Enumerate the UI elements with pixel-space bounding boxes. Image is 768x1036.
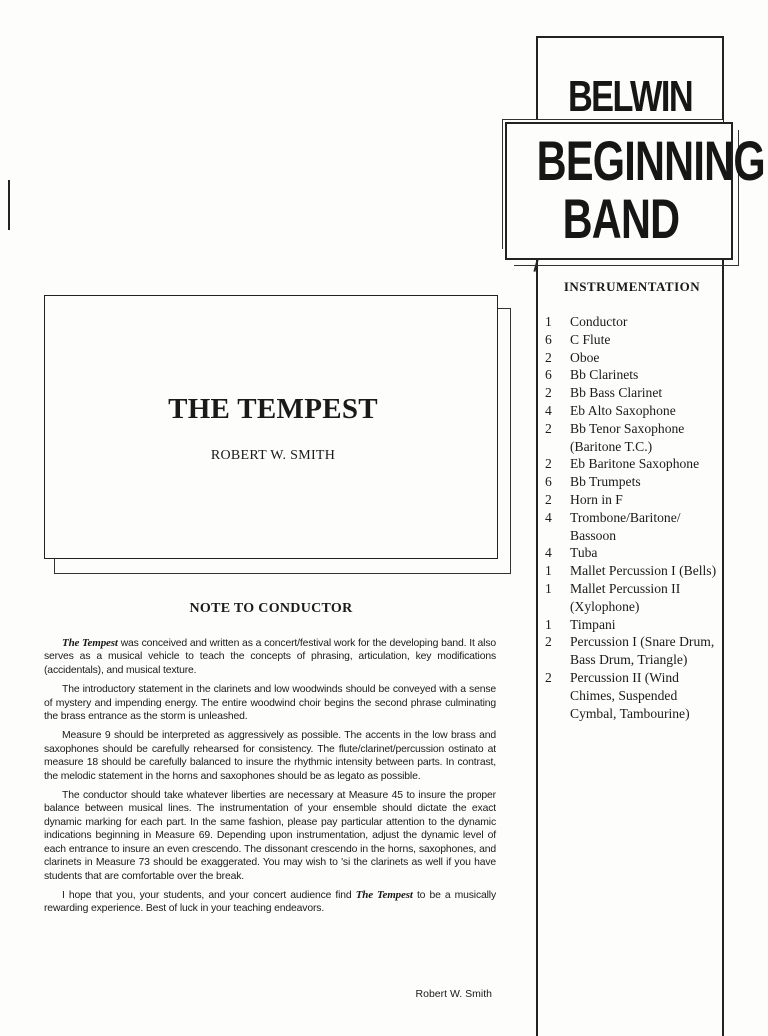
instrument-name: Percussion II (Wind Chimes, Suspended Cymbal, Tambourine) bbox=[570, 669, 690, 721]
note-title-emphasis: The Tempest bbox=[355, 888, 413, 901]
instrument-quantity: 6 bbox=[545, 367, 552, 383]
instrument-name: Tuba bbox=[570, 545, 598, 561]
instrument-item bbox=[542, 562, 722, 580]
instrument-item bbox=[542, 491, 722, 509]
instrument-name: Mallet Percussion I (Bells) bbox=[570, 563, 717, 579]
instrumentation-title: INSTRUMENTATION bbox=[563, 279, 701, 294]
note-paragraph-2: The introductory statement in the clarinets and low woodwinds should be conveyed with a sense of mystery and impending energy. The entire woodwind choir begins the second phrase culminating the brass entrance as the storm is unleashed. bbox=[44, 684, 496, 723]
instrument-name: Eb Alto Saxophone bbox=[570, 402, 676, 418]
logo-belwin: BELWIN bbox=[567, 72, 693, 121]
instrument-item bbox=[542, 455, 722, 473]
title-card bbox=[44, 295, 498, 559]
logo-beginning: BEGINNING bbox=[536, 129, 765, 192]
instrument-name: Bb Tenor Saxophone (Baritone T.C.) bbox=[570, 420, 685, 454]
instrument-name: Horn in F bbox=[570, 491, 623, 507]
note-text: to be a musically rewarding experience. Best of luck in your teaching endeavors. bbox=[44, 889, 496, 915]
signature: Robert W. Smith bbox=[415, 988, 492, 1000]
instrument-name: Percussion I (Snare Drum, Bass Drum, Triangle) bbox=[570, 634, 715, 668]
instrument-quantity: 2 bbox=[545, 669, 552, 685]
instrument-quantity: 1 bbox=[545, 563, 552, 579]
instrument-item bbox=[542, 580, 722, 616]
instrument-quantity: 2 bbox=[545, 491, 552, 507]
instrument-name: Oboe bbox=[570, 349, 600, 365]
logo-band: BAND bbox=[562, 187, 680, 250]
instrument-item bbox=[542, 366, 722, 384]
note-text: was conceived and written as a concert/festival work for the developing band. It also serves as a musical vehicle to teach the concepts of phrasing, articulation, key modifications (accidentals), and musical texture. bbox=[44, 638, 497, 676]
note-paragraph-5 bbox=[44, 889, 496, 916]
instrument-quantity: 2 bbox=[545, 420, 552, 436]
instrument-item bbox=[542, 509, 722, 545]
instrument-item bbox=[542, 313, 722, 331]
instrument-name: C Flute bbox=[570, 331, 611, 347]
logo-box bbox=[505, 122, 765, 260]
instrument-quantity: 4 bbox=[545, 509, 552, 525]
instrument-quantity: 1 bbox=[545, 314, 552, 329]
instrument-quantity: 6 bbox=[545, 474, 552, 490]
instrument-quantity: 1 bbox=[545, 616, 552, 632]
piece-title: THE TEMPEST bbox=[168, 393, 378, 425]
instrument-item bbox=[542, 402, 722, 420]
instrument-name: Bb Bass Clarinet bbox=[570, 385, 663, 401]
instrument-item bbox=[542, 669, 722, 722]
instrument-name: Timpani bbox=[570, 616, 616, 632]
instrument-item bbox=[542, 544, 722, 562]
instrument-quantity: 6 bbox=[545, 331, 552, 347]
note-text: I hope that you, your students, and your concert audience find bbox=[62, 889, 356, 901]
note-body bbox=[44, 637, 496, 922]
instrument-name: Eb Baritone Saxophone bbox=[570, 456, 700, 472]
instrument-quantity: 1 bbox=[545, 580, 552, 596]
instrument-quantity: 4 bbox=[545, 545, 552, 561]
instrument-quantity: 2 bbox=[545, 349, 552, 365]
note-paragraph-3: Measure 9 should be interpreted as aggressively as possible. The accents in the low brass and saxophones should be carefully rehearsed for consistency. The flute/clarinet/percussion ostinato at measure 18 should be carefully balanced to insure the rhythmic intensity between parts. In contrast, the melodic statement in the horns and saxophones should be as legato as possible. bbox=[44, 730, 496, 782]
instrument-item bbox=[542, 420, 722, 456]
note-paragraph-1 bbox=[44, 637, 496, 677]
note-paragraph-4: The conductor should take whatever liberties are necessary at Measure 45 to insure the proper balance between musical lines. The instrumentation of your ensemble should dictate the exact dynamic marking for each part. In the same fashion, please pay particular attention to the dynamic indications beginning in Measure 69. Depending upon instrumentation, adjust the dynamic level of each entrance to insure an even crescendo. The dissonant crescendo in the horns, saxophones, and clarinets in Measure 73 should be exaggerated. You may wish to 'si the clarinets as well if you have students that are comfortable over the break. bbox=[44, 790, 496, 882]
note-heading: NOTE TO CONDUCTOR bbox=[189, 601, 353, 616]
composer-name: ROBERT W. SMITH bbox=[210, 448, 336, 463]
instrument-item bbox=[542, 331, 722, 349]
instrument-quantity: 2 bbox=[545, 456, 552, 472]
instrument-item bbox=[542, 349, 722, 367]
instrument-name: Conductor bbox=[570, 314, 628, 329]
instrument-item bbox=[542, 616, 722, 634]
instrument-name: Bb Clarinets bbox=[570, 367, 639, 383]
instrument-quantity: 4 bbox=[545, 402, 552, 418]
instrumentation-list bbox=[542, 313, 722, 722]
scan-mark bbox=[8, 180, 10, 230]
instrument-name: Mallet Percussion II (Xylophone) bbox=[570, 580, 681, 614]
instrument-item bbox=[542, 384, 722, 402]
instrument-quantity: 2 bbox=[545, 385, 552, 401]
instrument-name: Bb Trumpets bbox=[570, 474, 641, 490]
instrument-item bbox=[542, 633, 722, 669]
instrument-name: Trombone/Baritone/ Bassoon bbox=[570, 509, 681, 543]
instrument-quantity: 2 bbox=[545, 634, 552, 650]
note-title-emphasis: The Tempest bbox=[62, 637, 118, 649]
instrument-item bbox=[542, 473, 722, 491]
